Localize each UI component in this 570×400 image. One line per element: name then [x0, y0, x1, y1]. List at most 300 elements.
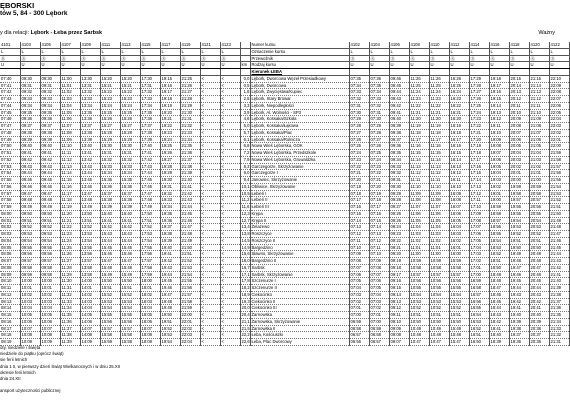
departure-time: 11:33 — [60, 298, 80, 305]
arrival-time: 11:07 — [409, 204, 429, 211]
departure-time: < — [220, 102, 240, 109]
course-mark: Ⓡ — [200, 55, 220, 62]
departure-time: < — [200, 183, 220, 190]
departure-time: 15:54 — [100, 305, 120, 312]
arrival-time: 09:14 — [389, 291, 409, 298]
stop-name: Nowa Wieś Lęborska, Przedszkole — [250, 150, 349, 157]
course-mark: U — [489, 62, 509, 69]
arrival-time: 09:44 — [389, 89, 409, 96]
course-mark: L — [180, 48, 200, 55]
arrival-time: 07:14 — [349, 217, 369, 224]
departure-time: 19:15 — [160, 75, 180, 82]
departure-time: 08:04 — [0, 237, 20, 244]
arrival-time: 18:47 — [489, 285, 509, 292]
departure-time: 09:55 — [40, 244, 60, 251]
departure-time: 11:03 — [60, 96, 80, 103]
departure-time: 09:35 — [40, 109, 60, 116]
arrival-time: 11:22 — [409, 102, 429, 109]
course-number: 4111 — [100, 42, 120, 48]
course-mark: L — [60, 48, 80, 55]
departure-time: < — [220, 325, 240, 332]
arrival-time: 09:11 — [389, 312, 409, 319]
departure-time: 09:34 — [20, 102, 40, 109]
departure-time: 21:28 — [180, 96, 200, 103]
departure-time: 15:23 — [120, 96, 140, 103]
departure-time: 11:11 — [60, 150, 80, 157]
arrival-time: 21:53 — [549, 190, 569, 197]
arrival-time: 11:12 — [429, 170, 449, 177]
arrival-time: 10:48 — [409, 332, 429, 339]
stop-name: Lębork, Niepodległości — [250, 102, 349, 109]
departure-time: < — [220, 136, 240, 143]
arrival-time: 21:34 — [549, 318, 569, 325]
departure-time: 17:35 — [140, 109, 160, 116]
arrival-time: 11:15 — [429, 150, 449, 157]
departure-time: 19:45 — [160, 278, 180, 285]
arrival-time: 16:07 — [449, 204, 469, 211]
departure-time: 19:29 — [160, 170, 180, 177]
arrival-time: 19:00 — [489, 197, 509, 204]
course-mark: L — [529, 48, 549, 55]
arrival-time: 21:05 — [529, 143, 549, 150]
course-mark: L — [20, 48, 40, 55]
departure-time: 15:24 — [120, 102, 140, 109]
departure-time: 08:08 — [0, 264, 20, 271]
course-mark: U — [429, 62, 449, 69]
departure-time: 19:46 — [160, 285, 180, 292]
arrival-time: 21:15 — [529, 75, 549, 82]
distance-km: 22,6 — [241, 339, 250, 344]
departure-time: 09:45 — [40, 177, 60, 184]
departure-time: 09:38 — [40, 129, 60, 136]
arrival-time: 11:22 — [429, 102, 449, 109]
departure-time: 11:18 — [60, 197, 80, 204]
arrival-time: 19:55 — [509, 210, 529, 217]
distance-km: 3,3 — [240, 102, 250, 109]
departure-time: 11:00 — [60, 75, 80, 82]
departure-time: 11:10 — [60, 143, 80, 150]
arrival-time: 20:06 — [509, 136, 529, 143]
arrival-time: 06:58 — [369, 332, 389, 339]
departure-time: 19:49 — [160, 305, 180, 312]
arrival-time: 09:10 — [389, 318, 409, 325]
departure-time: 19:48 — [160, 298, 180, 305]
departure-time: 19:32 — [160, 190, 180, 197]
departure-time: 21:44 — [180, 204, 200, 211]
arrival-time: 09:39 — [389, 123, 409, 130]
departure-time: 21:52 — [180, 258, 200, 265]
stop-row — [0, 285, 569, 292]
departure-time: 15:26 — [100, 116, 120, 123]
arrival-time: 09:13 — [389, 298, 409, 305]
arrival-time: 16:04 — [449, 224, 469, 231]
departure-time: 13:48 — [80, 197, 100, 204]
arrival-time: 17:15 — [469, 170, 489, 177]
departure-time: 15:41 — [120, 217, 140, 224]
departure-time: 08:19 — [0, 339, 20, 346]
arrival-time: 11:17 — [409, 136, 429, 143]
arrival-time: 20:59 — [529, 183, 549, 190]
distance-km: 16,0 — [241, 258, 250, 263]
arrival-time: 18:50 — [489, 264, 509, 271]
course-mark: U — [0, 62, 20, 69]
departure-time: < — [200, 197, 220, 204]
course-mark: U — [60, 62, 80, 69]
arrival-time: 11:25 — [409, 82, 429, 89]
arrival-time: 20:12 — [509, 96, 529, 103]
stop-name: Garczegorze I — [250, 170, 349, 177]
arrival-time: 07:13 — [369, 231, 389, 238]
arrival-time: 07:21 — [349, 170, 369, 177]
arrival-time: 19:03 — [489, 177, 509, 184]
stop-row — [0, 217, 569, 224]
departure-time: 09:49 — [20, 204, 40, 211]
arrival-time: 10:58 — [429, 264, 449, 271]
departure-time: 09:33 — [20, 96, 40, 103]
arrival-time: 19:36 — [509, 339, 529, 346]
stop-row — [0, 75, 569, 82]
departure-time: 13:59 — [80, 271, 100, 278]
arrival-time: 07:27 — [369, 136, 389, 143]
arrival-time: 07:21 — [369, 177, 389, 184]
arrival-time: 10:51 — [429, 312, 449, 319]
departure-time: 17:39 — [140, 136, 160, 143]
departure-time: < — [200, 75, 220, 82]
departure-time: < — [200, 123, 220, 130]
distance-km: 3,9 — [240, 109, 250, 116]
arrival-time: 21:39 — [549, 285, 569, 292]
departure-time: 09:53 — [40, 231, 60, 238]
stop-name: Sarbsk, Skrzyżowanie — [250, 271, 349, 278]
arrival-time: 21:06 — [529, 136, 549, 143]
departure-time: 21:58 — [180, 298, 200, 305]
arrival-time: 16:54 — [469, 312, 489, 319]
arrival-time: 09:21 — [389, 244, 409, 251]
arrival-time: 16:23 — [449, 96, 469, 103]
arrival-time: 21:02 — [529, 163, 549, 170]
course-number: 4103 — [20, 42, 40, 48]
course-number: 4117 — [160, 42, 180, 48]
departure-time: 15:35 — [100, 177, 120, 184]
arrival-time: 10:47 — [409, 339, 429, 346]
course-number: 4114 — [469, 42, 489, 48]
course-mark: Ⓡ — [120, 55, 140, 62]
arrival-time: 11:06 — [429, 210, 449, 217]
course-mark: L — [140, 48, 160, 55]
departure-time: 11:06 — [60, 116, 80, 123]
arrival-time: 21:04 — [529, 150, 549, 157]
arrival-time: 07:04 — [369, 291, 389, 298]
departure-time: < — [220, 339, 240, 346]
arrival-time: 20:46 — [529, 271, 549, 278]
departure-time: 15:32 — [100, 156, 120, 163]
arrival-time: 20:11 — [509, 102, 529, 109]
arrival-time: 21:31 — [549, 339, 569, 346]
departure-time: 15:40 — [100, 210, 120, 217]
course-mark: Ⓡ — [409, 55, 429, 62]
departure-time: < — [200, 143, 220, 150]
course-mark: L — [40, 48, 60, 55]
arrival-time: 17:17 — [469, 156, 489, 163]
course-number: 4106 — [389, 42, 409, 48]
departure-time: 15:34 — [100, 170, 120, 177]
arrival-time: 11:11 — [409, 177, 429, 184]
departure-time: 17:30 — [140, 75, 160, 82]
arrival-time: 19:16 — [489, 89, 509, 96]
course-mark: L — [449, 48, 469, 55]
arrival-time: 09:25 — [389, 217, 409, 224]
arrival-time: 09:42 — [389, 102, 409, 109]
course-mark: U — [100, 62, 120, 69]
arrival-time: 06:57 — [369, 339, 389, 346]
arrival-time: 07:11 — [349, 237, 369, 244]
stop-row — [0, 197, 569, 204]
distance-km: 7,9 — [240, 156, 250, 163]
arrival-time: 20:55 — [529, 210, 549, 217]
departure-time: 17:53 — [140, 231, 160, 238]
arrival-time: 10:54 — [409, 291, 429, 298]
departure-time: 15:37 — [120, 190, 140, 197]
departure-time: < — [200, 89, 220, 96]
departure-time: 17:43 — [140, 163, 160, 170]
stop-row — [0, 251, 569, 258]
footnote: dnia 1 II, w pierwszy dzień Świąt Wielkanocnych i w dniu 25.XII — [0, 363, 121, 369]
departure-time: < — [200, 251, 220, 258]
distance-km: 6,1 — [240, 136, 250, 143]
arrival-time: 15:52 — [449, 305, 469, 312]
departure-time: < — [220, 312, 240, 319]
departure-time: 18:00 — [140, 278, 160, 285]
arrival-time: 10:54 — [429, 291, 449, 298]
arrival-time: 17:05 — [469, 237, 489, 244]
departure-time: 11:19 — [60, 204, 80, 211]
arrival-time: 19:41 — [509, 305, 529, 312]
arrival-time: 16:24 — [449, 89, 469, 96]
arrival-time: 11:20 — [409, 116, 429, 123]
departure-time: 17:57 — [140, 258, 160, 265]
arrival-time: 19:56 — [509, 204, 529, 211]
departure-time: 17:59 — [140, 271, 160, 278]
departure-time: 15:52 — [100, 291, 120, 298]
departure-time: 10:05 — [20, 312, 40, 319]
arrival-time: 21:00 — [529, 177, 549, 184]
stop-row — [0, 183, 569, 190]
arrival-time: 18:58 — [489, 210, 509, 217]
departure-time: 19:21 — [160, 116, 180, 123]
departure-time: 09:51 — [20, 217, 40, 224]
arrival-time: 09:18 — [389, 264, 409, 271]
arrival-time: 15:57 — [449, 271, 469, 278]
departure-time: 15:45 — [100, 244, 120, 251]
arrival-time: 11:13 — [409, 163, 429, 170]
departure-time: 09:30 — [40, 75, 60, 82]
departure-time: 07:54 — [0, 170, 20, 177]
departure-time: 15:54 — [120, 305, 140, 312]
departure-time: < — [200, 237, 220, 244]
departure-time: 11:07 — [60, 123, 80, 130]
departure-time: 09:56 — [40, 251, 60, 258]
distance-km: 15,6 — [241, 251, 250, 257]
course-number: 4104 — [369, 42, 389, 48]
arrival-time: 19:14 — [489, 102, 509, 109]
departure-time: 15:49 — [100, 271, 120, 278]
arrival-time: 07:30 — [349, 109, 369, 116]
departure-time: < — [200, 210, 220, 217]
arrival-time: 07:33 — [349, 89, 369, 96]
arrival-time: 10:49 — [429, 325, 449, 332]
departure-time: 15:39 — [120, 204, 140, 211]
departure-time: 13:43 — [80, 163, 100, 170]
departure-time: 15:59 — [120, 339, 140, 346]
arrival-time: 09:36 — [389, 143, 409, 150]
arrival-time: 06:56 — [349, 339, 369, 346]
organizer-note: ansport użyteczności publicznej — [0, 388, 61, 393]
departure-time: 15:56 — [120, 318, 140, 325]
arrival-time: 16:10 — [449, 183, 469, 190]
departure-time: 09:43 — [20, 163, 40, 170]
arrival-time: 20:37 — [529, 332, 549, 339]
meta-label: Rodzaj kursu — [250, 62, 349, 69]
departure-time: 07:50 — [0, 143, 20, 150]
arrival-time: 16:57 — [469, 291, 489, 298]
arrival-time: 21:57 — [549, 163, 569, 170]
departure-time: 07:51 — [0, 150, 20, 157]
arrival-time: 07:32 — [369, 102, 389, 109]
departure-time: < — [200, 224, 220, 231]
arrival-time: 10:59 — [429, 258, 449, 265]
arrival-time: 16:25 — [449, 82, 469, 89]
stop-name: Łebień III — [250, 204, 349, 211]
departure-time: 17:47 — [140, 190, 160, 197]
arrival-time: 11:05 — [409, 217, 429, 224]
departure-time: 08:03 — [0, 231, 20, 238]
arrival-time: 20:36 — [529, 339, 549, 346]
arrival-time: 11:14 — [409, 156, 429, 163]
arrival-time: 21:50 — [549, 210, 569, 217]
course-mark: U — [389, 62, 409, 69]
arrival-time: 19:04 — [489, 170, 509, 177]
arrival-time: 16:22 — [449, 102, 469, 109]
departure-time: 11:17 — [60, 190, 80, 197]
stop-row — [0, 318, 569, 325]
arrival-time: 07:18 — [349, 190, 369, 197]
departure-time: 15:25 — [120, 109, 140, 116]
distance-km: 6,8 — [240, 143, 250, 150]
arrival-time: 16:00 — [449, 251, 469, 258]
arrival-time: 21:48 — [549, 224, 569, 231]
arrival-time: 16:13 — [449, 163, 469, 170]
distance-km: 11,6 — [241, 204, 250, 209]
departure-time: < — [200, 312, 220, 319]
distance-km: 9,4 — [240, 177, 250, 184]
stop-name: Szczenurze I — [250, 278, 349, 285]
arrival-time: 10:55 — [409, 285, 429, 292]
stop-name: Łeba, Plac Dworcowy — [250, 339, 349, 346]
arrival-time: 11:20 — [429, 116, 449, 123]
departure-time: < — [220, 177, 240, 184]
departure-time: 17:55 — [140, 244, 160, 251]
departure-time: 21:39 — [180, 170, 200, 177]
departure-time: 19:23 — [160, 129, 180, 136]
course-mark: U — [120, 62, 140, 69]
departure-time: 10:09 — [20, 339, 40, 346]
departure-time: 14:02 — [80, 291, 100, 298]
departure-time: 11:30 — [60, 278, 80, 285]
departure-time: < — [200, 339, 220, 346]
departure-time: 11:20 — [60, 210, 80, 217]
arrival-time: 09:20 — [389, 251, 409, 258]
arrival-time: 09:08 — [389, 332, 409, 339]
departure-time: 09:32 — [20, 89, 40, 96]
departure-time: 11:13 — [60, 163, 80, 170]
arrival-time: 21:10 — [529, 109, 549, 116]
arrival-time: 20:53 — [529, 224, 549, 231]
departure-time: 15:50 — [120, 278, 140, 285]
stop-row — [0, 170, 569, 177]
arrival-time: 18:46 — [489, 291, 509, 298]
departure-time: 17:54 — [140, 237, 160, 244]
departure-time: 21:53 — [180, 264, 200, 271]
course-mark: L — [369, 48, 389, 55]
departure-time: 19:47 — [160, 291, 180, 298]
departure-time: 11:31 — [60, 285, 80, 292]
arrival-time: 19:17 — [489, 82, 509, 89]
arrival-time: 20:08 — [509, 123, 529, 130]
arrival-time: 21:35 — [549, 312, 569, 319]
departure-time: 19:31 — [160, 183, 180, 190]
departure-time: 22:00 — [180, 312, 200, 319]
distance-km: 19,3 — [241, 298, 250, 304]
distance-km: 21,5 — [241, 325, 250, 331]
distance-km: 1,8 — [240, 89, 250, 96]
departure-time: 15:42 — [120, 224, 140, 231]
departure-time: 10:03 — [40, 298, 60, 305]
departure-time: < — [220, 75, 240, 82]
arrival-time: 07:07 — [349, 264, 369, 271]
stop-name: Lębork, Kossaka/Plac — [250, 129, 349, 136]
departure-time: 21:33 — [180, 129, 200, 136]
departure-time: 15:43 — [100, 231, 120, 238]
arrival-time: 09:29 — [389, 190, 409, 197]
departure-time: < — [200, 264, 220, 271]
arrival-time: 19:59 — [509, 183, 529, 190]
departure-time: 17:52 — [140, 224, 160, 231]
arrival-time: 11:26 — [409, 75, 429, 82]
arrival-time: 16:52 — [469, 325, 489, 332]
departure-time: 10:04 — [40, 305, 60, 312]
course-mark: Ⓡ — [140, 55, 160, 62]
departure-time: 19:39 — [160, 237, 180, 244]
departure-time: 09:52 — [20, 224, 40, 231]
arrival-time: 07:24 — [369, 156, 389, 163]
arrival-time: 19:53 — [509, 224, 529, 231]
arrival-time: 17:18 — [469, 150, 489, 157]
arrival-time: 18:48 — [489, 278, 509, 285]
arrival-time: 21:52 — [549, 197, 569, 204]
departure-time: 07:46 — [0, 116, 20, 123]
arrival-time: 21:54 — [549, 183, 569, 190]
departure-time: < — [220, 129, 240, 136]
departure-time: 15:57 — [120, 325, 140, 332]
arrival-time: 07:06 — [349, 271, 369, 278]
departure-time: 15:20 — [100, 75, 120, 82]
arrival-time: 07:22 — [369, 170, 389, 177]
arrival-time: 09:07 — [389, 339, 409, 346]
arrival-time: 15:51 — [449, 312, 469, 319]
departure-time: 13:39 — [80, 136, 100, 143]
arrival-time: 19:48 — [509, 258, 529, 265]
departure-time: 11:02 — [60, 89, 80, 96]
